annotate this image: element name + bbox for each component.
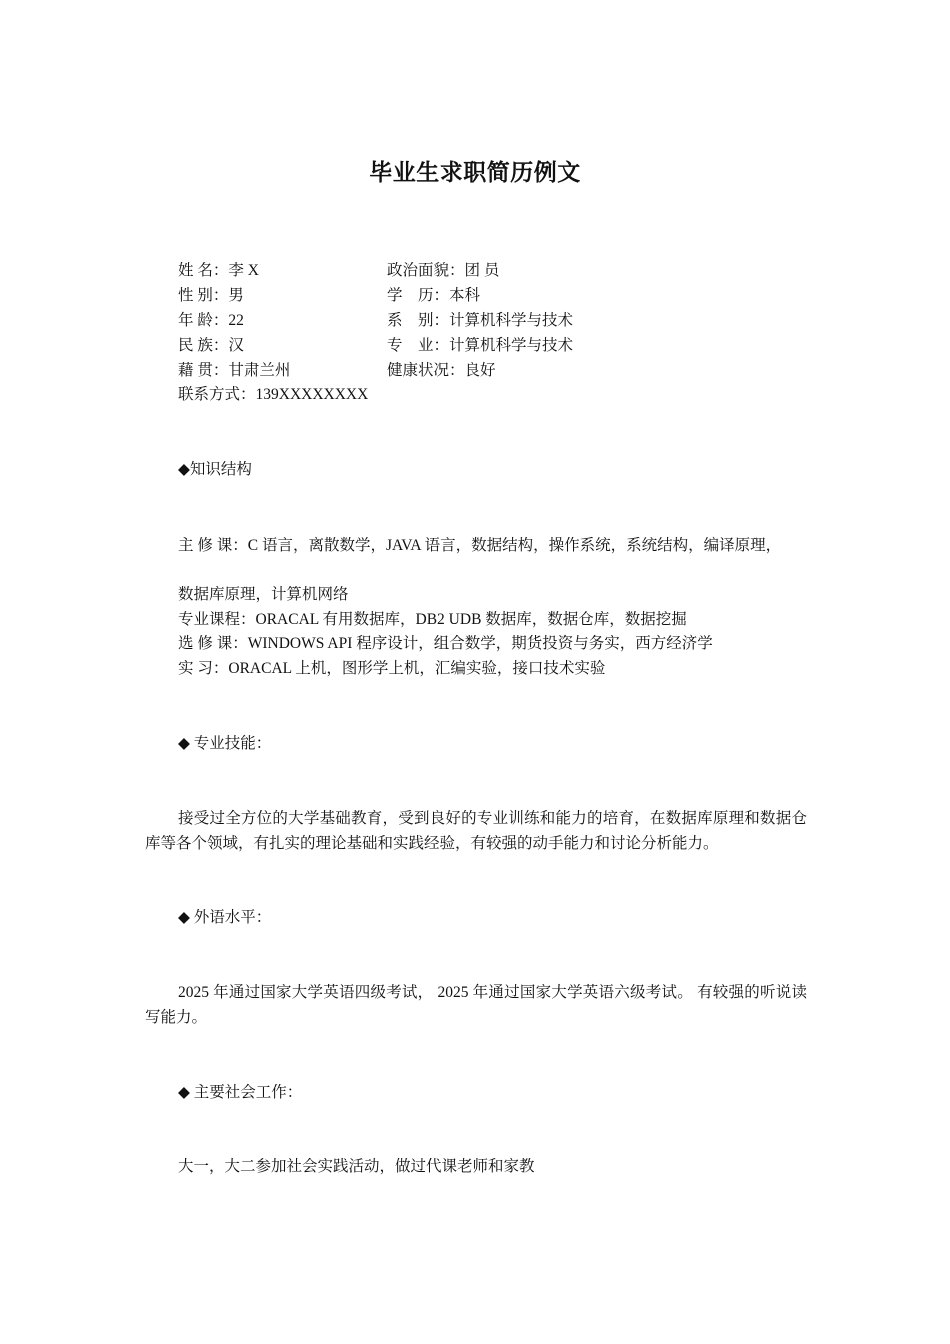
social-heading: ◆ 主要社会工作：	[178, 1084, 303, 1101]
internship: 实 习：ORACAL 上机，图形学上机，汇编实验，接口技术实验	[178, 660, 606, 677]
knowledge-heading: ◆知识结构	[178, 461, 252, 478]
info-politics: 政治面貌：团 员	[387, 262, 500, 279]
skills-heading: ◆ 专业技能：	[178, 735, 272, 752]
document-title: 毕业生求职简历例文	[369, 160, 581, 186]
professional-courses: 专业课程：ORACAL 有用数据库，DB2 UDB 数据库，数据仓库，数据挖掘	[178, 611, 687, 628]
info-contact: 联系方式：139XXXXXXXX	[178, 386, 369, 403]
info-department: 系 别：计算机科学与技术	[387, 312, 574, 329]
main-courses: 主 修 课：C 语言，离散数学，JAVA 语言，数据结构，操作系统，系统结构，编译原理，	[178, 537, 782, 554]
main-courses-continued: 数据库原理，计算机网络	[178, 586, 349, 603]
info-gender: 性 别：男	[178, 287, 244, 304]
info-education: 学 历：本科	[387, 287, 481, 304]
language-heading: ◆ 外语水平：	[178, 909, 272, 926]
language-text: 2025 年通过国家大学英语四级考试， 2025 年通过国家大学英语六级考试。 有较强的听说读写能力。	[145, 984, 807, 1026]
info-age: 年 龄：22	[178, 312, 244, 329]
skills-text: 接受过全方位的大学基础教育，受到良好的专业训练和能力的培育，在数据库原理和数据仓库等各个领域，有扎实的理论基础和实践经验，有较强的动手能力和讨论分析能力。	[145, 810, 807, 852]
info-ethnicity: 民 族：汉	[178, 337, 244, 354]
info-major: 专 业：计算机科学与技术	[387, 337, 574, 354]
info-health: 健康状况：良好	[387, 362, 496, 379]
social-text: 大一，大二参加社会实践活动，做过代课老师和家教	[178, 1158, 535, 1175]
elective-courses: 选 修 课：WINDOWS API 程序设计，组合数学，期货投资与务实，西方经济学	[178, 635, 713, 652]
info-name: 姓 名：李 X	[178, 262, 259, 279]
info-hometown: 藉 贯：甘肃兰州	[178, 362, 291, 379]
